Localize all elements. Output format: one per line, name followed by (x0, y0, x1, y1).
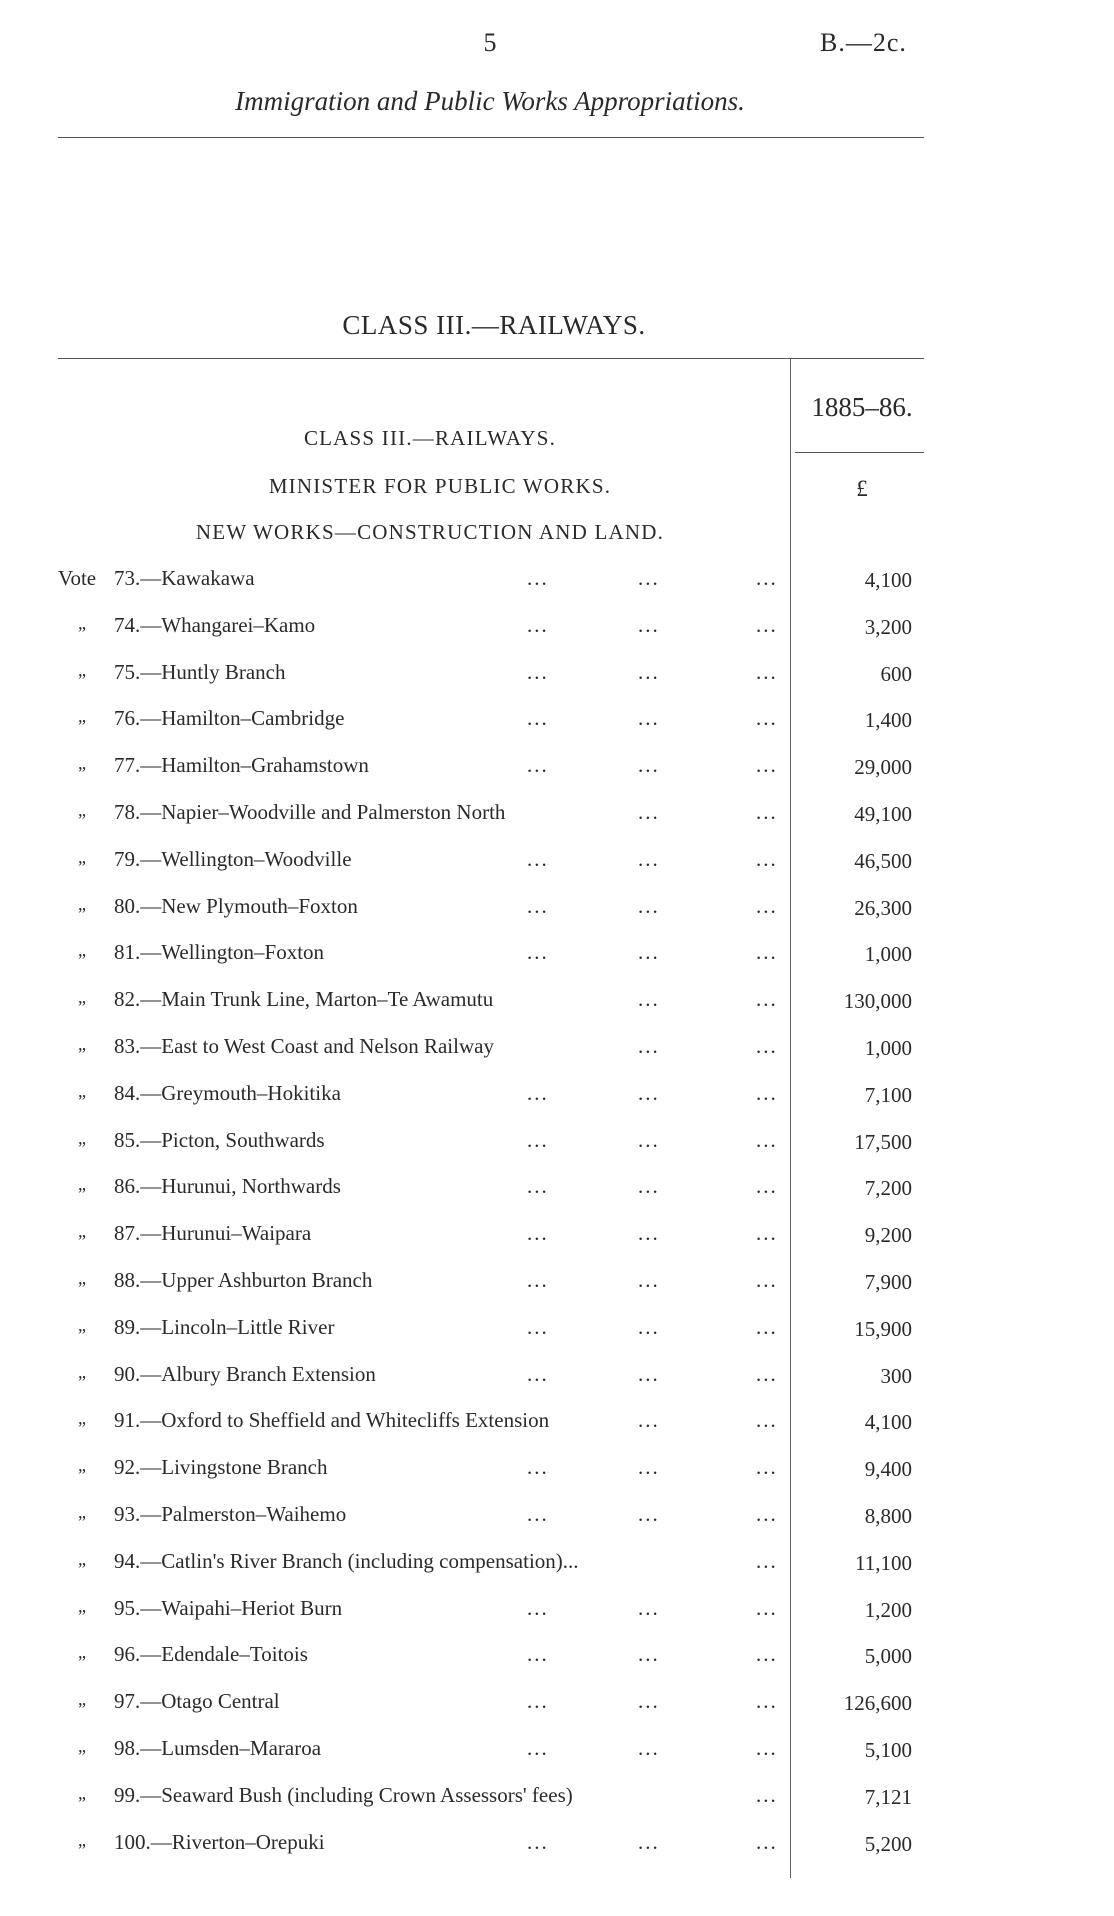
leader-dots: ... (756, 753, 778, 778)
leader-dots: ... (756, 1829, 778, 1854)
vote-label: 87.—Hurunui–Waipara (114, 1221, 312, 1246)
leader-dots: ... (756, 893, 778, 918)
page-number: 5 (483, 28, 497, 57)
vote-amount: 5,200 (864, 1831, 912, 1856)
leader-dots: ... (638, 893, 660, 918)
table-row (0, 1034, 1114, 1081)
leader-dots: ... (756, 846, 778, 871)
vote-prefix: „ (78, 1501, 86, 1522)
leader-dots: ... (638, 1455, 660, 1480)
leader-dots: ... (527, 1735, 549, 1760)
vote-label: 97.—Otago Central (114, 1689, 280, 1714)
vote-label: 88.—Upper Ashburton Branch (114, 1267, 373, 1292)
vote-prefix: „ (78, 1689, 86, 1710)
vote-amount: 3,200 (864, 614, 912, 639)
table-row (0, 847, 1114, 894)
vote-label: 94.—Catlin's River Branch (including compensation)... (114, 1548, 579, 1573)
vote-label: 81.—Wellington–Foxton (114, 940, 325, 965)
leader-dots: ... (756, 1080, 778, 1105)
vote-label: 85.—Picton, Southwards (114, 1127, 325, 1152)
table-subheading-minister: MINISTER FOR PUBLIC WORKS. (268, 474, 612, 498)
vote-prefix: „ (78, 1267, 86, 1288)
vote-amount: 17,500 (854, 1129, 912, 1154)
leader-dots: ... (756, 1735, 778, 1760)
leader-dots: ... (756, 1408, 778, 1433)
table-row (0, 1362, 1114, 1409)
leader-dots: ... (638, 1595, 660, 1620)
year-column-heading: 1885–86. (811, 392, 913, 422)
table-subheading-works: NEW WORKS—CONSTRUCTION AND LAND. (195, 520, 665, 544)
leader-dots: ... (638, 1829, 660, 1854)
leader-dots: ... (638, 612, 660, 637)
vote-label: 84.—Greymouth–Hokitika (114, 1080, 341, 1105)
running-title: Immigration and Public Works Appropriations. (235, 86, 745, 116)
vote-amount: 4,100 (864, 1410, 912, 1435)
leader-dots: ... (638, 1408, 660, 1433)
vote-prefix: „ (78, 893, 86, 914)
vote-prefix: „ (78, 1221, 86, 1242)
leader-dots: ... (527, 1080, 549, 1105)
vote-prefix: „ (78, 753, 86, 774)
vote-amount: 11,100 (855, 1550, 912, 1575)
leader-dots: ... (527, 1221, 549, 1246)
leader-dots: ... (756, 987, 778, 1012)
vote-label: 91.—Oxford to Sheffield and Whitecliffs Extension (114, 1408, 550, 1433)
vote-amount: 300 (880, 1363, 912, 1388)
vote-label: 90.—Albury Branch Extension (114, 1361, 376, 1386)
vote-amount: 7,100 (864, 1082, 912, 1107)
vote-amount: 7,900 (864, 1269, 912, 1294)
vote-amount: 1,200 (864, 1597, 912, 1622)
leader-dots: ... (756, 706, 778, 731)
leader-dots: ... (756, 566, 778, 590)
document-reference: B.—2c. (820, 28, 907, 57)
leader-dots: ... (638, 753, 660, 778)
table-row (0, 1128, 1114, 1175)
vote-amount: 9,200 (864, 1223, 912, 1248)
vote-prefix: „ (78, 1314, 86, 1335)
table-row (0, 753, 1114, 800)
vote-prefix: „ (78, 1455, 86, 1476)
table-row (0, 1783, 1114, 1830)
leader-dots: ... (638, 1174, 660, 1199)
table-row (0, 660, 1114, 707)
table-row (0, 1081, 1114, 1128)
table-row (0, 1830, 1114, 1877)
leader-dots: ... (638, 566, 660, 590)
vote-prefix: „ (78, 846, 86, 867)
vote-amount: 7,200 (864, 1176, 912, 1201)
leader-dots: ... (527, 1595, 549, 1620)
table-row (0, 1315, 1114, 1362)
table-row (0, 894, 1114, 941)
leader-dots: ... (638, 1127, 660, 1152)
vote-amount: 7,121 (864, 1784, 912, 1809)
vote-label: 77.—Hamilton–Grahamstown (114, 753, 369, 778)
table-row (0, 1455, 1114, 1502)
leader-dots: ... (756, 612, 778, 637)
leader-dots: ... (756, 659, 778, 684)
table-row (0, 1174, 1114, 1221)
vote-amount: 5,100 (864, 1737, 912, 1762)
table-row (0, 940, 1114, 987)
leader-dots: ... (756, 1033, 778, 1058)
leader-dots: ... (527, 566, 549, 590)
vote-prefix: „ (78, 1829, 86, 1850)
leader-dots: ... (756, 1689, 778, 1714)
table-top-rule (58, 358, 924, 359)
leader-dots: ... (527, 1501, 549, 1526)
vote-prefix: „ (78, 1408, 86, 1429)
leader-dots: ... (638, 1033, 660, 1058)
vote-label: 86.—Hurunui, Northwards (114, 1174, 341, 1199)
leader-dots: ... (756, 1782, 778, 1807)
vote-prefix: „ (78, 1080, 86, 1101)
leader-dots: ... (527, 1361, 549, 1386)
leader-dots: ... (638, 1314, 660, 1339)
table-row (0, 1596, 1114, 1643)
vote-amount: 1,000 (864, 942, 912, 967)
vote-prefix: „ (78, 1642, 86, 1663)
leader-dots: ... (638, 1080, 660, 1105)
vote-label: 78.—Napier–Woodville and Palmerston North (114, 799, 506, 824)
table-row (0, 1642, 1114, 1689)
vote-label: 80.—New Plymouth–Foxton (114, 893, 358, 918)
table-row (0, 800, 1114, 847)
leader-dots: ... (756, 1548, 778, 1573)
leader-dots: ... (638, 1735, 660, 1760)
table-row (0, 1689, 1114, 1736)
vote-label: 93.—Palmerston–Waihemo (114, 1501, 347, 1526)
leader-dots: ... (638, 940, 660, 965)
leader-dots: ... (527, 659, 549, 684)
leader-dots: ... (527, 612, 549, 637)
year-heading-rule (795, 452, 924, 453)
leader-dots: ... (527, 1267, 549, 1292)
vote-label: 74.—Whangarei–Kamo (114, 612, 316, 637)
vote-label: 98.—Lumsden–Mararoa (114, 1735, 322, 1760)
leader-dots: ... (638, 659, 660, 684)
leader-dots: ... (638, 799, 660, 824)
vote-label: 96.—Edendale–Toitois (114, 1642, 308, 1667)
leader-dots: ... (527, 706, 549, 731)
table-row (0, 1736, 1114, 1783)
vote-prefix: „ (78, 1782, 86, 1803)
vote-label: 75.—Huntly Branch (114, 659, 286, 684)
leader-dots: ... (527, 1174, 549, 1199)
vote-label: 92.—Livingstone Branch (114, 1455, 328, 1480)
vote-amount: 49,100 (854, 801, 912, 826)
leader-dots: ... (756, 1501, 778, 1526)
vote-prefix: „ (78, 1127, 86, 1148)
vote-prefix: „ (78, 799, 86, 820)
leader-dots: ... (756, 1221, 778, 1246)
vote-label: 82.—Main Trunk Line, Marton–Te Awamutu (114, 987, 494, 1012)
leader-dots: ... (527, 846, 549, 871)
leader-dots: ... (527, 893, 549, 918)
leader-dots: ... (756, 1455, 778, 1480)
vote-label: 89.—Lincoln–Little River (114, 1314, 335, 1339)
leader-dots: ... (756, 940, 778, 965)
vote-label: 76.—Hamilton–Cambridge (114, 706, 345, 731)
leader-dots: ... (638, 1221, 660, 1246)
vote-prefix: „ (78, 706, 86, 727)
vote-amount: 126,600 (843, 1691, 912, 1716)
vote-prefix: „ (78, 1595, 86, 1616)
vote-amount: 46,500 (854, 848, 912, 873)
table-row (0, 1502, 1114, 1549)
vote-amount: 1,400 (864, 708, 912, 733)
leader-dots: ... (527, 1314, 549, 1339)
leader-dots: ... (638, 1361, 660, 1386)
table-row (0, 1408, 1114, 1455)
table-row (0, 613, 1114, 660)
table-row (0, 1549, 1114, 1596)
vote-prefix: „ (78, 659, 86, 680)
vote-label: 100.—Riverton–Orepuki (114, 1829, 325, 1854)
appropriation-list (0, 566, 1114, 1876)
vote-label: 95.—Waipahi–Heriot Burn (114, 1595, 343, 1620)
vote-amount: 9,400 (864, 1457, 912, 1482)
leader-dots: ... (638, 706, 660, 731)
class-heading: CLASS III.—RAILWAYS. (342, 310, 646, 340)
table-row (0, 1268, 1114, 1315)
table-row (0, 987, 1114, 1034)
leader-dots: ... (527, 940, 549, 965)
vote-prefix: „ (78, 1174, 86, 1195)
vote-amount: 600 (880, 661, 912, 686)
vote-amount: 26,300 (854, 895, 912, 920)
leader-dots: ... (638, 1501, 660, 1526)
leader-dots: ... (638, 846, 660, 871)
leader-dots: ... (638, 1689, 660, 1714)
leader-dots: ... (527, 1455, 549, 1480)
leader-dots: ... (527, 1127, 549, 1152)
vote-amount: 130,000 (843, 989, 912, 1014)
leader-dots: ... (756, 1642, 778, 1667)
vote-label: 79.—Wellington–Woodville (114, 846, 352, 871)
leader-dots: ... (527, 1689, 549, 1714)
vote-prefix: „ (78, 612, 86, 633)
vote-amount: 5,000 (864, 1644, 912, 1669)
leader-dots: ... (756, 1174, 778, 1199)
vote-prefix: „ (78, 1033, 86, 1054)
leader-dots: ... (756, 1361, 778, 1386)
header-rule (58, 137, 924, 138)
currency-symbol: £ (856, 476, 868, 501)
leader-dots: ... (527, 1642, 549, 1667)
leader-dots: ... (638, 1642, 660, 1667)
vote-prefix: „ (78, 1735, 86, 1756)
vote-label: 99.—Seaward Bush (including Crown Assessors' fees) (114, 1782, 573, 1807)
vote-label: 83.—East to West Coast and Nelson Railway (114, 1033, 494, 1058)
vote-prefix: „ (78, 940, 86, 961)
vote-amount: 4,100 (864, 568, 912, 592)
leader-dots: ... (756, 1127, 778, 1152)
leader-dots: ... (756, 1595, 778, 1620)
vote-label: 73.—Kawakawa (114, 566, 255, 590)
vote-prefix: „ (78, 987, 86, 1008)
leader-dots: ... (756, 799, 778, 824)
leader-dots: ... (756, 1267, 778, 1292)
vote-amount: 29,000 (854, 755, 912, 780)
vote-prefix: „ (78, 1548, 86, 1569)
vote-amount: 15,900 (854, 1316, 912, 1341)
leader-dots: ... (527, 1829, 549, 1854)
vote-amount: 1,000 (864, 1035, 912, 1060)
vote-prefix: Vote (58, 566, 97, 590)
leader-dots: ... (527, 753, 549, 778)
vote-amount: 8,800 (864, 1503, 912, 1528)
table-row (0, 566, 1114, 613)
table-row (0, 1221, 1114, 1268)
leader-dots: ... (638, 987, 660, 1012)
table-row (0, 706, 1114, 753)
vote-prefix: „ (78, 1361, 86, 1382)
leader-dots: ... (638, 1267, 660, 1292)
leader-dots: ... (756, 1314, 778, 1339)
table-subheading-class: CLASS III.—RAILWAYS. (303, 426, 557, 450)
